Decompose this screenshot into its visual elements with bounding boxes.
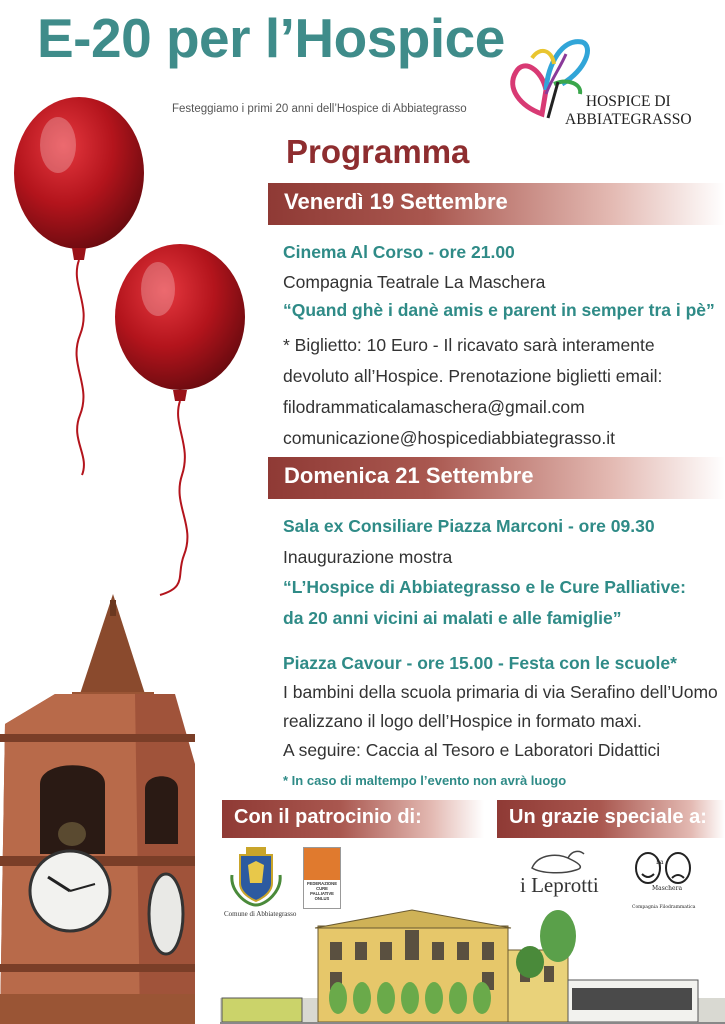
fed-line-4: ONLUS	[314, 896, 330, 901]
day1-ticket-line-1: * Biglietto: 10 Euro - Il ricavato sarà interamente	[283, 335, 655, 355]
theatre-masks-icon	[630, 846, 696, 912]
day1-show-title: “Quand ghè i danè amis e parent in semper tra i pè”	[283, 300, 715, 320]
thanks-label: Un grazie speciale a:	[509, 806, 707, 828]
day1-ticket-line-2: devoluto all’Hospice. Prenotazione biglietti email:	[283, 366, 663, 386]
day2-desc-1: I bambini della scuola primaria di via Serafino dell’Uomo	[283, 682, 718, 702]
hand-icon	[304, 848, 340, 880]
email-link-2[interactable]: comunicazione@hospicediabbiategrasso.it	[283, 428, 615, 448]
logo-line-1: HOSPICE DI	[585, 93, 671, 110]
federazione-logo	[303, 847, 341, 909]
day1-heading: Venerdì 19 Settembre	[284, 189, 508, 214]
email-link-1[interactable]: filodrammaticalamaschera@gmail.com	[283, 397, 585, 417]
balloon-right	[115, 244, 245, 390]
programma-heading: Programma	[286, 133, 470, 170]
hospice-building-illustration	[220, 906, 725, 1024]
page-title: E-20 per l’Hospice	[37, 7, 505, 69]
fed-line-3: PALLIATIVE	[310, 891, 334, 896]
comune-crest-icon	[226, 845, 286, 907]
logo-line-2: ABBIATEGRASSO	[565, 111, 692, 128]
day2-desc-2: realizzano il logo dell’Hospice in formato maxi.	[283, 711, 642, 731]
bell-tower-illustration	[0, 594, 200, 1024]
page-subtitle: Festeggiamo i primi 20 anni dell’Hospice di Abbiategrasso	[172, 103, 467, 115]
hospice-logo	[498, 30, 718, 140]
comune-label: Comune di Abbiategrasso	[224, 910, 297, 918]
balloon-left	[14, 97, 144, 249]
day2-heading-bar	[268, 457, 725, 499]
maschera-logo	[630, 846, 696, 912]
day1-venue: Cinema Al Corso - ore 21.00	[283, 242, 515, 262]
patronage-label: Con il patrocinio di:	[234, 806, 422, 828]
maschera-word-3: Compagnia Filodrammatica	[632, 905, 696, 910]
patronage-bar	[222, 800, 484, 838]
fed-line-2: CURE	[316, 886, 328, 891]
day2-event: Inaugurazione mostra	[283, 547, 453, 567]
day2-exhibit-line-1: “L’Hospice di Abbiategrasso e le Cure Palliative:	[283, 577, 686, 597]
day1-company: Compagnia Teatrale La Maschera	[283, 272, 546, 292]
day2-venue: Sala ex Consiliare Piazza Marconi - ore 09.30	[283, 516, 655, 536]
maschera-word-1: La	[656, 859, 664, 866]
fed-line-1: FEDERAZIONE	[306, 881, 337, 886]
day2-heading: Domenica 21 Settembre	[284, 463, 534, 488]
day1-heading-bar	[268, 183, 725, 225]
day2-venue-2: Piazza Cavour - ore 15.00 - Festa con le scuole*	[283, 653, 677, 673]
leprotti-logo: i Leprotti	[520, 873, 599, 897]
day2-desc-3: A seguire: Caccia al Tesoro e Laboratori Didattici	[283, 740, 661, 760]
maschera-word-2: Maschera	[652, 885, 683, 892]
leprotti-hare-icon	[528, 848, 588, 876]
day2-exhibit-line-2: da 20 anni vicini ai malati e alle famiglie”	[283, 608, 622, 628]
weather-note: * In caso di maltempo l’evento non avrà luogo	[283, 773, 567, 788]
thanks-bar	[497, 800, 725, 838]
